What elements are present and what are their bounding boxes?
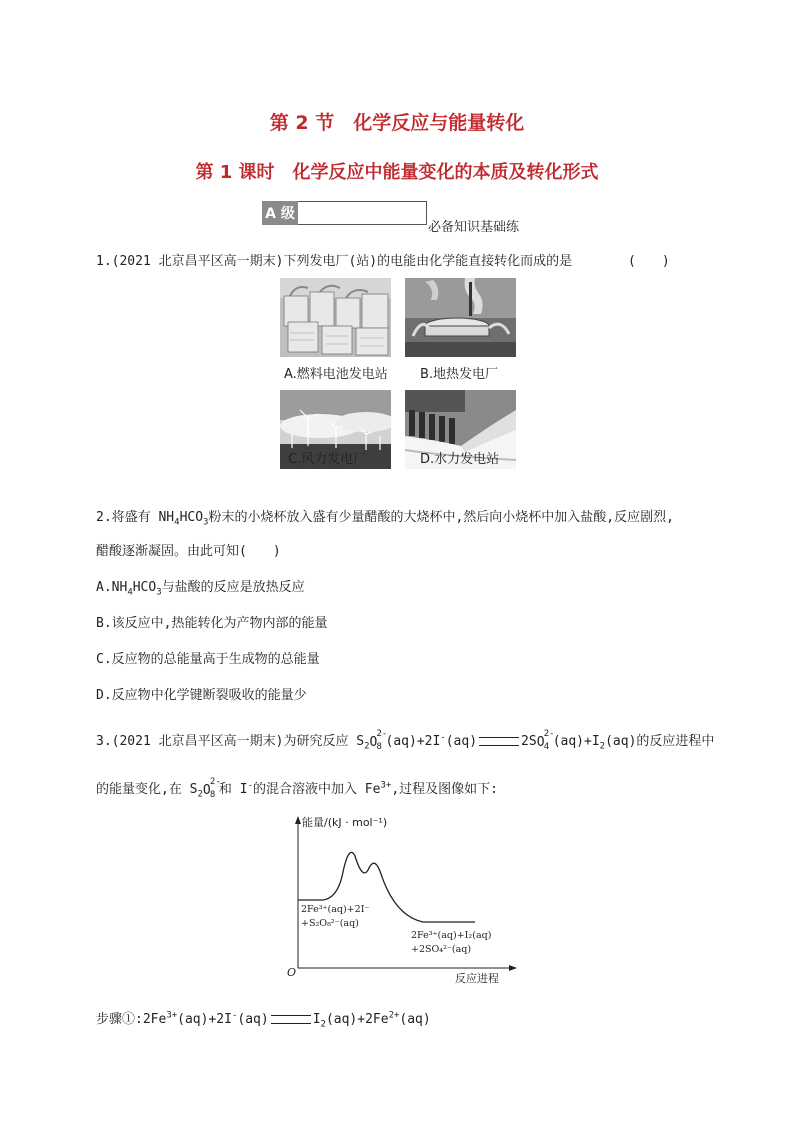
level-badge bbox=[262, 201, 427, 225]
q2-text-a: 2.将盛有 NH bbox=[96, 510, 175, 525]
origin-label: O bbox=[287, 966, 297, 979]
y-axis-label: 能量/(kJ · mol⁻¹) bbox=[302, 816, 388, 829]
q2-text-c: 粉末的小烧杯放入盛有少量醋酸的大烧杯中,然后向小烧杯中加入盐酸,反应剧烈, bbox=[208, 510, 674, 525]
q3-line2-d: ,过程及图像如下: bbox=[391, 782, 498, 797]
q2-sub3: 3 bbox=[203, 517, 209, 528]
q3-tail2: (aq)的反应进程中 bbox=[605, 734, 715, 749]
q3-line2-fe-sup: 3+ bbox=[380, 780, 392, 791]
step1-a: 步骤①:2Fe bbox=[96, 1012, 167, 1027]
q3-line2-b: 和 I bbox=[218, 782, 248, 797]
question-3-line-2 bbox=[96, 778, 498, 800]
product-label-2: +2SO₄²⁻(aq) bbox=[411, 944, 472, 955]
q3-line2-s2o8-ion bbox=[202, 776, 221, 800]
product-label-1: 2Fe³⁺(aq)+I₂(aq) bbox=[411, 930, 492, 941]
q3-mid1: (aq)+2I bbox=[385, 734, 441, 749]
lesson-title: 第 1 课时 化学反应中能量变化的本质及转化形式 bbox=[195, 162, 599, 183]
q3-prefix: 3.(2021 北京昌平区高一期末)为研究反应 S bbox=[96, 734, 365, 749]
q2-optA-sub3: 3 bbox=[156, 587, 162, 598]
reactant-label-1: 2Fe³⁺(aq)+2I⁻ bbox=[301, 904, 370, 915]
q2-option-a bbox=[96, 576, 305, 598]
q3-s2o8-ion bbox=[369, 728, 388, 752]
q2-sub4: 4 bbox=[174, 517, 180, 528]
option-a-caption: A.燃料电池发电站 bbox=[284, 367, 388, 382]
q2-option-b: B.该反应中,热能转化为产物内部的能量 bbox=[96, 616, 328, 631]
step1-d: I bbox=[312, 1012, 321, 1027]
q2-option-d: D.反应物中化学键断裂吸收的能量少 bbox=[96, 688, 307, 703]
question-1-answer-paren: ( ) bbox=[628, 254, 670, 269]
step1-e: (aq)+2Fe bbox=[325, 1012, 389, 1027]
level-blank-box bbox=[298, 201, 427, 225]
step1-b: (aq)+2I bbox=[177, 1012, 232, 1027]
q3-line2-o8-charge: 2- bbox=[209, 776, 221, 787]
q3-o4-charge: 2- bbox=[543, 728, 555, 739]
y-axis-arrow bbox=[295, 816, 301, 824]
q3-o4: O bbox=[536, 734, 545, 750]
q3-line2-s2sub: 2 bbox=[197, 789, 203, 800]
x-axis-label: 反应进程 bbox=[455, 972, 499, 985]
q2-optA-b: HCO bbox=[132, 580, 157, 595]
q3-o4-sub: 4 bbox=[543, 741, 550, 752]
step1-c: (aq) bbox=[237, 1012, 269, 1027]
q3-line2-o8-sub: 8 bbox=[209, 789, 216, 800]
question-2-line-1 bbox=[96, 506, 674, 528]
level-description: 必备知识基础练 bbox=[428, 220, 520, 235]
reactant-label-2: +S₂O₈²⁻(aq) bbox=[301, 918, 359, 929]
q2-text-b: HCO bbox=[179, 510, 204, 525]
option-b-caption: B.地热发电厂 bbox=[420, 367, 499, 382]
question-2-line-2: 醋酸逐渐凝固。由此可知( ) bbox=[96, 544, 281, 559]
step1-sub2: 2 bbox=[320, 1019, 326, 1030]
q3-line2-c: 的混合溶液中加入 Fe bbox=[252, 782, 381, 797]
q3-line2-o8: O bbox=[202, 782, 211, 798]
q3-line2-a: 的能量变化,在 S bbox=[96, 782, 198, 797]
energy-diagram bbox=[283, 812, 523, 992]
q2-optA-a: A.NH bbox=[96, 580, 128, 595]
equilibrium-sign bbox=[479, 737, 519, 746]
step-1-equation bbox=[96, 1008, 431, 1030]
section-title: 第 2 节 化学反应与能量转化 bbox=[269, 112, 525, 134]
fuel-cell-photo bbox=[280, 278, 391, 357]
question-3-line-1 bbox=[96, 730, 714, 752]
step1-equals-sign bbox=[271, 1015, 311, 1024]
geothermal-photo bbox=[405, 278, 516, 357]
option-c-caption: C.风力发电厂 bbox=[288, 452, 367, 467]
q3-line2-minus: - bbox=[247, 780, 253, 791]
q3-tail: (aq)+I bbox=[552, 734, 600, 749]
step1-minus: - bbox=[231, 1010, 238, 1021]
step1-f: (aq) bbox=[399, 1012, 431, 1027]
q3-o8-sub: 8 bbox=[376, 741, 382, 752]
q3-o8-charge: 2- bbox=[376, 728, 388, 739]
q3-o8: O bbox=[369, 734, 378, 750]
q2-optA-c: 与盐酸的反应是放热反应 bbox=[161, 580, 305, 595]
step1-sup2: 2+ bbox=[388, 1010, 400, 1021]
q2-optA-sub4: 4 bbox=[127, 587, 133, 598]
x-axis-arrow bbox=[509, 965, 517, 971]
q3-s2-sub: 2 bbox=[364, 741, 370, 752]
option-d-caption: D.水力发电站 bbox=[420, 452, 500, 467]
q3-i2-sub: 2 bbox=[599, 741, 606, 752]
step1-sup1: 3+ bbox=[166, 1010, 178, 1021]
q2-option-c: C.反应物的总能量高于生成物的总能量 bbox=[96, 652, 320, 667]
q3-mid2: (aq) bbox=[445, 734, 478, 749]
q3-mid3: 2S bbox=[521, 734, 537, 749]
q3-so4-ion bbox=[536, 728, 555, 752]
q3-minus: - bbox=[440, 732, 446, 743]
level-tag: A 级 bbox=[262, 201, 298, 225]
question-1-text: 1.(2021 北京昌平区高一期末)下列发电厂(站)的电能由化学能直接转化而成的是 bbox=[96, 254, 573, 269]
